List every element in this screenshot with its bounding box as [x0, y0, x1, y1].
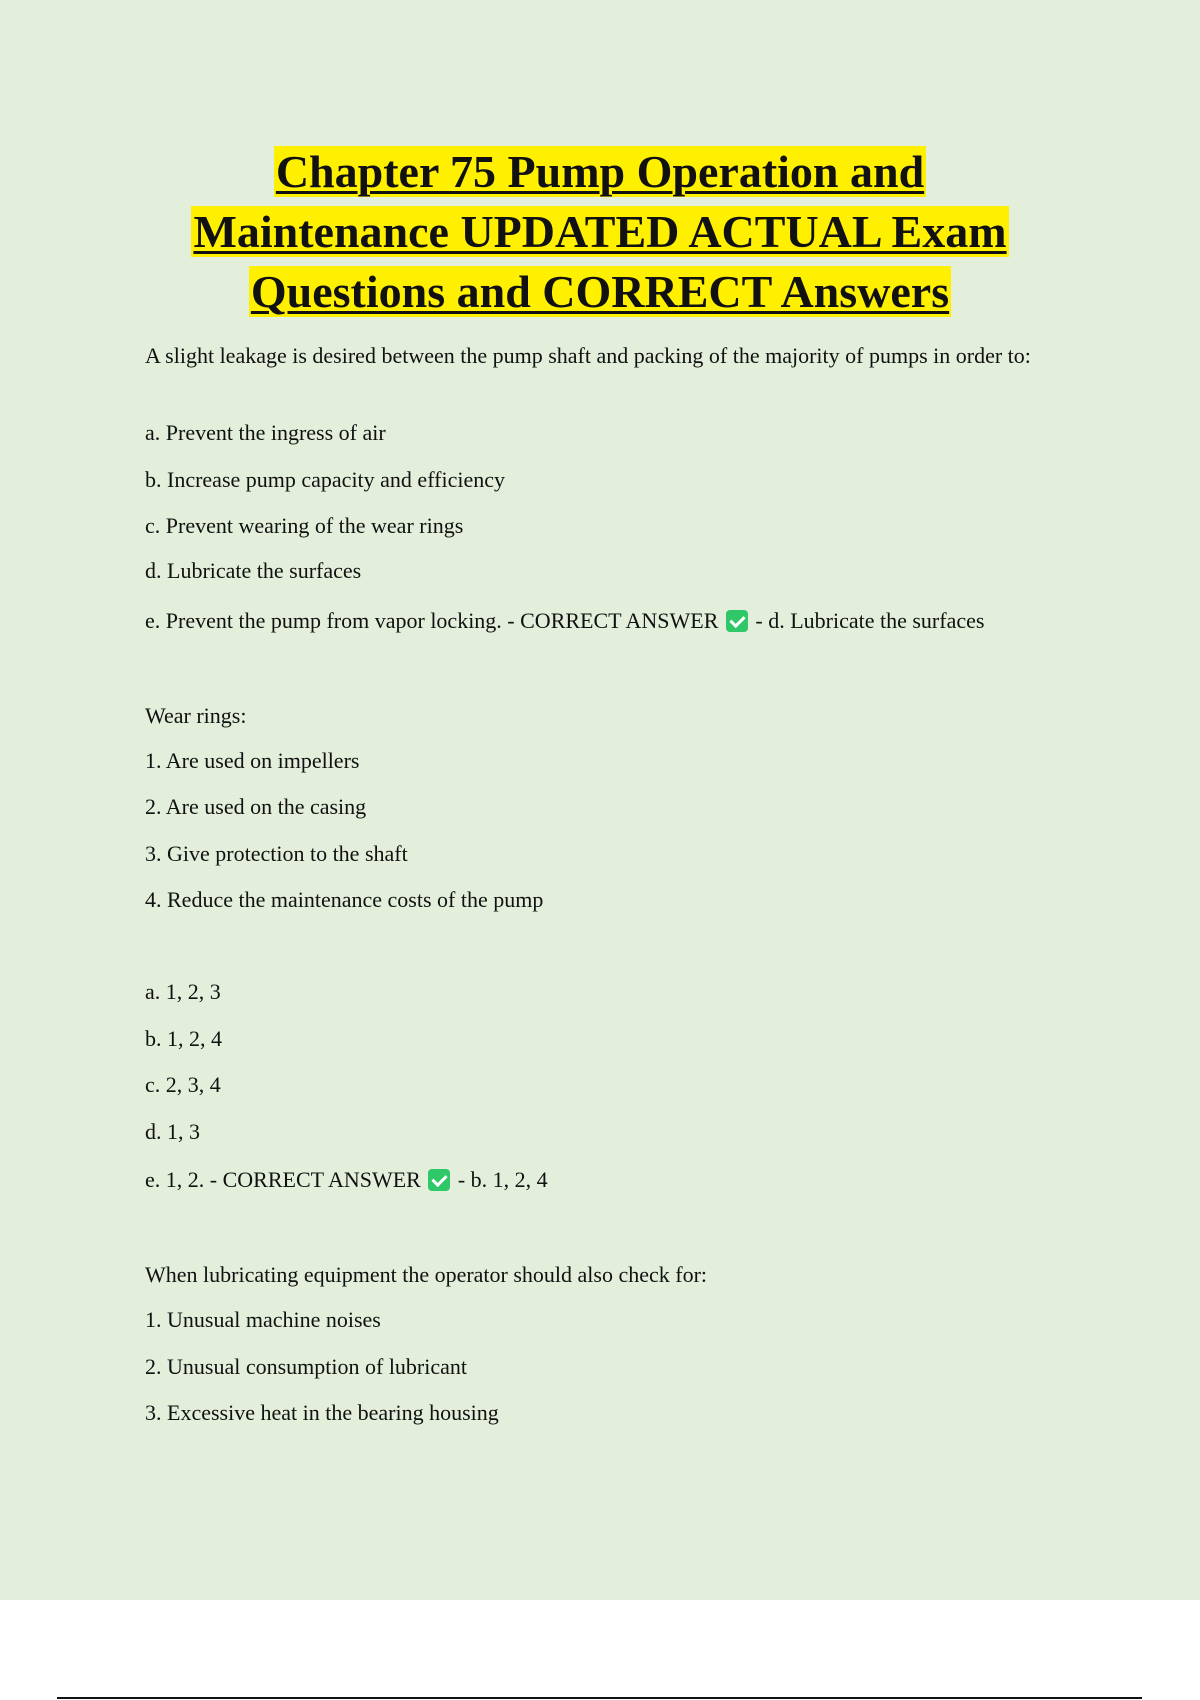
question-1-option-a: a. Prevent the ingress of air: [145, 420, 386, 445]
question-3-item-2: 2. Unusual consumption of lubricant: [145, 1354, 468, 1379]
question-1-answer: - d. Lubricate the surfaces: [755, 608, 985, 633]
footer-divider: [57, 1697, 1142, 1699]
question-2-item-4: 4. Reduce the maintenance costs of the pump: [145, 887, 544, 912]
question-2-item-1: 1. Are used on impellers: [145, 748, 360, 773]
question-2-answer: - b. 1, 2, 4: [457, 1167, 548, 1192]
question-3-stem: When lubricating equipment the operator should also check for:: [145, 1262, 708, 1287]
question-1-option-c: c. Prevent wearing of the wear rings: [145, 513, 464, 538]
question-2-item-3: 3. Give protection to the shaft: [145, 841, 408, 866]
check-mark-icon: [726, 610, 748, 632]
question-1-stem: A slight leakage is desired between the pump shaft and packing of the majority of pumps in order to:: [145, 343, 1031, 368]
document-title: [0, 142, 1200, 322]
question-2-option-a: a. 1, 2, 3: [145, 979, 221, 1004]
question-1-option-d: d. Lubricate the surfaces: [145, 558, 362, 583]
title-line-3: Questions and CORRECT Answers: [250, 266, 950, 317]
question-3-item-3: 3. Excessive heat in the bearing housing: [145, 1400, 499, 1425]
check-mark-icon: [428, 1169, 450, 1191]
question-2-stem: Wear rings:: [145, 703, 247, 728]
question-2-option-e: e. 1, 2. - CORRECT ANSWER: [145, 1167, 421, 1192]
question-2-option-d: d. 1, 3: [145, 1119, 200, 1144]
question-2-option-e-row: [145, 1165, 548, 1194]
question-1-option-e: e. Prevent the pump from vapor locking. - CORRECT ANSWER: [145, 608, 719, 633]
question-2-item-2: 2. Are used on the casing: [145, 794, 367, 819]
question-1-option-e-row: [145, 606, 984, 635]
question-2-option-c: c. 2, 3, 4: [145, 1072, 221, 1097]
title-line-2: Maintenance UPDATED ACTUAL Exam: [193, 206, 1007, 257]
title-line-1: Chapter 75 Pump Operation and: [275, 146, 925, 197]
question-1-option-b: b. Increase pump capacity and efficiency: [145, 467, 505, 492]
question-2-option-b: b. 1, 2, 4: [145, 1026, 222, 1051]
question-3-item-1: 1. Unusual machine noises: [145, 1307, 381, 1332]
